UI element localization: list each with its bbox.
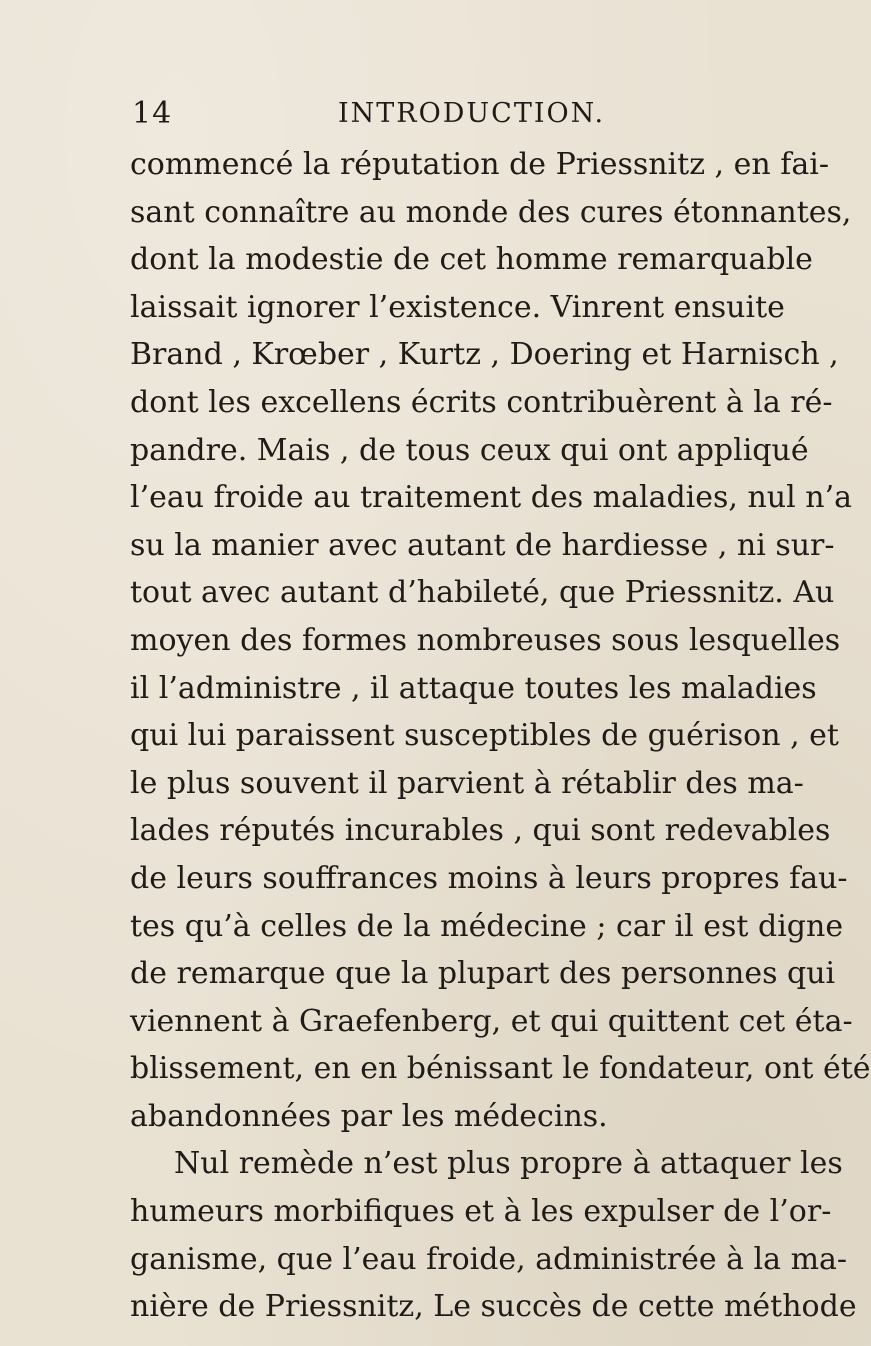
text-line: abandonnées par les médecins. <box>130 1098 608 1134</box>
text-line: blissement, en en bénissant le fondateur, ont été <box>130 1051 871 1087</box>
text-line: nière de Priessnitz, Le succès de cette méthode <box>130 1289 857 1325</box>
text-line: il l’administre , il attaque toutes les maladies <box>130 670 817 706</box>
text-line: pandre. Mais , de tous ceux qui ont appliqué <box>130 432 809 468</box>
text-line: tout avec autant d’habileté, que Priessnitz. Au <box>130 575 835 611</box>
body-text <box>130 141 871 1331</box>
text-line: commencé la réputation de Priessnitz , en fai- <box>130 147 829 182</box>
text-line: le plus souvent il parvient à rétablir des ma- <box>130 765 804 801</box>
text-line: de remarque que la plupart des personnes qui <box>130 956 836 992</box>
text-line: de leurs souffrances moins à leurs propres fau- <box>130 860 848 896</box>
text-line: dont les excellens écrits contribuèrent à la ré- <box>130 384 833 420</box>
text-line: viennent à Graefenberg, et qui quittent cet éta- <box>130 1003 853 1039</box>
text-line: laissait ignorer l’existence. Vinrent ensuite <box>130 289 785 325</box>
text-line: Brand , Krœber , Kurtz , Doering et Harnisch , <box>130 337 839 373</box>
text-line: l’eau froide au traitement des maladies, nul n’a <box>130 480 853 516</box>
text-line: tes qu’à celles de la médecine ; car il est digne <box>130 908 844 944</box>
text-line: Nul remède n’est plus propre à attaquer les <box>174 1146 843 1182</box>
text-line: lades réputés incurables , qui sont redevables <box>130 813 831 849</box>
running-head <box>132 96 772 136</box>
page-number: 14 <box>132 96 173 131</box>
text-line: moyen des formes nombreuses sous lesquelles <box>130 622 841 658</box>
text-line: humeurs morbifiques et à les expulser de l’or- <box>130 1194 832 1230</box>
text-line: qui lui paraissent susceptibles de guérison , et <box>130 718 839 754</box>
text-line: ganisme, que l’eau froide, administrée à la ma- <box>130 1241 848 1277</box>
text-line: dont la modestie de cet homme remarquable <box>130 242 813 278</box>
text-line: su la manier avec autant de hardiesse , ni sur- <box>130 527 835 563</box>
running-title: INTRODUCTION. <box>338 98 606 129</box>
text-line: sant connaître au monde des cures étonnantes, <box>130 194 852 230</box>
